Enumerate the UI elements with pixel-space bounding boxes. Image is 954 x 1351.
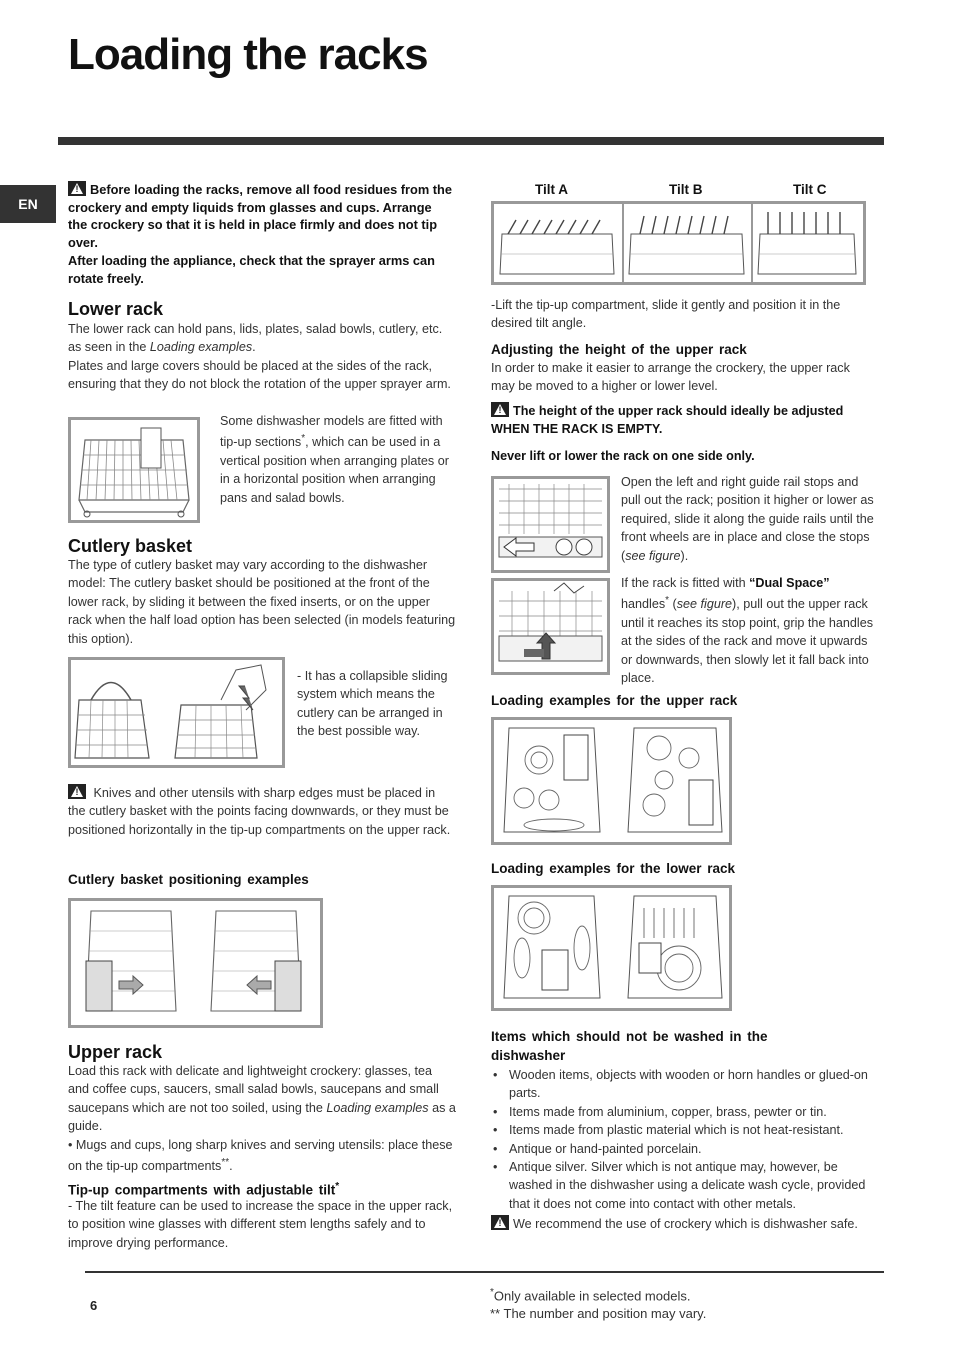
warning-icon [68, 784, 86, 799]
cutlery-basket-heading: Cutlery basket [68, 536, 193, 556]
recommend-sentence: We recommend the use of crockery which is dishwasher safe. [513, 1217, 858, 1231]
tip-up-sections-text [220, 412, 455, 507]
warning-icon [491, 1215, 509, 1230]
dual-space-figure [491, 578, 610, 675]
guide-rail-text [621, 473, 879, 565]
tilt-drawing [494, 204, 863, 282]
see-figure-ref: see figure [676, 597, 733, 612]
upper-examples-figure [491, 717, 732, 845]
footnote-1: Only available in selected models. [493, 1288, 691, 1304]
dual-space-text [621, 574, 879, 688]
footnote-star: * [665, 595, 670, 607]
loading-examples-ref: Loading examples [326, 1100, 429, 1115]
tilt-b-label: Tilt B [669, 182, 703, 197]
cutlery-basket-figure [68, 657, 285, 768]
cutlery-basket-text: The type of cutlery basket may vary according to the dishwasher model: The cutlery basket should be positioned at the front of the lower rack, by sliding it between the fixed inserts, or on the upper rack when the half load option has been selected (in models featuring this option). [68, 558, 456, 646]
title-rule [58, 137, 884, 145]
guide-text-b: ). [680, 548, 689, 563]
list-item: • Items made from aluminium, copper, brass, pewter or tin. [491, 1103, 881, 1121]
lower-rack-drawing [71, 420, 197, 520]
upper-rack-p1: Load this rack with delicate and lightweight crockery: glasses, tea and coffee cups, saucers, small salad bowls, saucepans and small saucepans which are not too soiled, using the [68, 1064, 439, 1115]
guide-rail-drawing [494, 479, 607, 570]
tip-up-text: - The tilt feature can be used to increase the space in the upper rack, to position wine glasses with different stem lengths safely and to improve drying performance. [68, 1199, 453, 1250]
upper-rack-p2: • Mugs and cups, long sharp knives and serving utensils: place these on the tip-up compartments [68, 1137, 453, 1174]
guide-rail-figure [491, 476, 610, 573]
adjust-height-heading: Adjusting the height of the upper rack [491, 342, 747, 357]
intro-warning-3: After loading the appliance, check that the sprayer arms can rotate freely. [68, 252, 435, 286]
warning-icon [68, 181, 86, 196]
page-number: 6 [90, 1298, 98, 1313]
lower-rack-text [68, 320, 453, 394]
intro-warning [68, 181, 453, 287]
warning-icon [491, 402, 509, 417]
upper-examples-heading: Loading examples for the upper rack [491, 693, 738, 708]
list-item: • Items made from plastic material which is not heat-resistant. [491, 1121, 881, 1139]
sharp-edges-text: Knives and other utensils with sharp edges must be placed in the cutlery basket with the points facing downwards, or they must be positioned horizontally in the tip-up compartments on the upper rack. [68, 786, 451, 837]
lower-rack-p1-end: . [252, 340, 256, 355]
language-tab: EN [0, 185, 56, 223]
items-list [491, 1066, 881, 1213]
lower-examples-heading: Loading examples for the lower rack [491, 861, 736, 876]
upper-rack-p2-end: . [229, 1159, 233, 1174]
footnote-star: * [490, 1287, 494, 1298]
dual-space-drawing [494, 581, 607, 672]
loading-examples-ref: Loading examples [149, 340, 253, 355]
guide-text-a: Open the left and right guide rail stops and pull out the rack; position it higher or lower as required, slide it along the guide rails until the front wheels are in place and close the stops ( [621, 475, 874, 563]
upper-rack-heading: Upper rack [68, 1042, 163, 1062]
lower-rack-heading: Lower rack [68, 299, 164, 319]
intro-warning-1: Before loading the racks, remove all food residues from the crockery and empty liquids from glasses and cups. [68, 182, 452, 215]
adjust-height-text: In order to make it easier to arrange the crockery, the upper rack may be moved to a higher or lower level. [491, 361, 850, 394]
dual-text-d: ), pull out the upper rack until it reaches its stop point, grip the handles at the sides of the rack and move it upwards or downwards, then slowly let it fall back into place. [621, 597, 874, 686]
sharp-edges-warning [68, 784, 456, 839]
upper-rack-p1-end: as a guide. [68, 1100, 456, 1134]
tilt-text: -Lift the tip-up compartment, slide it gently and position it in the desired tilt angle. [491, 298, 841, 331]
footnote-star: ** [221, 1157, 230, 1169]
dual-text-a: If the rack is fitted with [621, 576, 750, 590]
lower-rack-p2: Plates and large covers should be placed at the sides of the rack, ensuring that they do not block the rotation of the upper sprayer arm. [68, 358, 451, 392]
footnotes [490, 1284, 706, 1323]
footnote-2: The number and position may vary. [500, 1306, 707, 1322]
tilt-c-label: Tilt C [793, 182, 827, 197]
positioning-drawing [71, 901, 320, 1025]
adjust-warning [491, 402, 881, 438]
dual-space-label: “Dual Space” [749, 576, 830, 590]
lower-rack-figure [68, 417, 200, 523]
lower-examples-figure [491, 885, 732, 1011]
upper-rack-text [68, 1062, 456, 1176]
tip-up-heading-text: Tip-up compartments with adjustable tilt [68, 1182, 336, 1198]
list-item: • Antique silver. Silver which is not antique may, however, be washed in the dishwasher using a delicate wash cycle, provided that it does not come into contact with other metals. [491, 1158, 881, 1213]
lower-rack-p1: The lower rack can hold pans, lids, plates, salad bowls, cutlery, etc. as seen in the [68, 322, 443, 355]
list-item: • Antique or hand-painted porcelain. [491, 1140, 881, 1158]
lower-examples-drawing [494, 888, 729, 1008]
footnote-star: * [301, 433, 306, 445]
footnote-double-star: ** [490, 1306, 501, 1322]
tip-up-text-a: Some dishwasher models are fitted with tip-up sections [220, 414, 443, 450]
cutlery-basket-drawing [71, 660, 282, 765]
tilt-a-label: Tilt A [535, 182, 568, 197]
collapsible-text: - It has a collapsible sliding system which means the cutlery can be arranged in the best possible way. [297, 669, 448, 739]
never-lift-text: Never lift or lower the rack on one side only. [491, 449, 755, 463]
upper-examples-drawing [494, 720, 729, 842]
positioning-figure [68, 898, 323, 1028]
list-item: • Wooden items, objects with wooden or horn handles or glued-on parts. [491, 1066, 881, 1103]
intro-warning-2: Arrange the crockery so that it is held in place firmly and does not tip over. [68, 199, 438, 251]
positioning-heading: Cutlery basket positioning examples [68, 872, 309, 887]
tilt-figure [491, 201, 866, 285]
dual-text-b: handles [621, 597, 666, 612]
adjust-warning-text: The height of the upper rack should ideally be adjusted WHEN THE RACK IS EMPTY. [491, 404, 844, 436]
see-figure-ref: see figure [625, 548, 681, 563]
page-title: Loading the racks [68, 30, 428, 79]
items-heading: Items which should not be washed in the dishwasher [491, 1029, 768, 1063]
tip-up-text-b: , which can be used in a vertical position when arranging plates or in a horizontal position when arranging pans and salad bowls. [220, 435, 449, 505]
recommend-text [491, 1215, 876, 1233]
dual-text-c: ( [669, 597, 677, 612]
footer-rule [85, 1271, 884, 1273]
footnote-star: * [335, 1181, 340, 1192]
